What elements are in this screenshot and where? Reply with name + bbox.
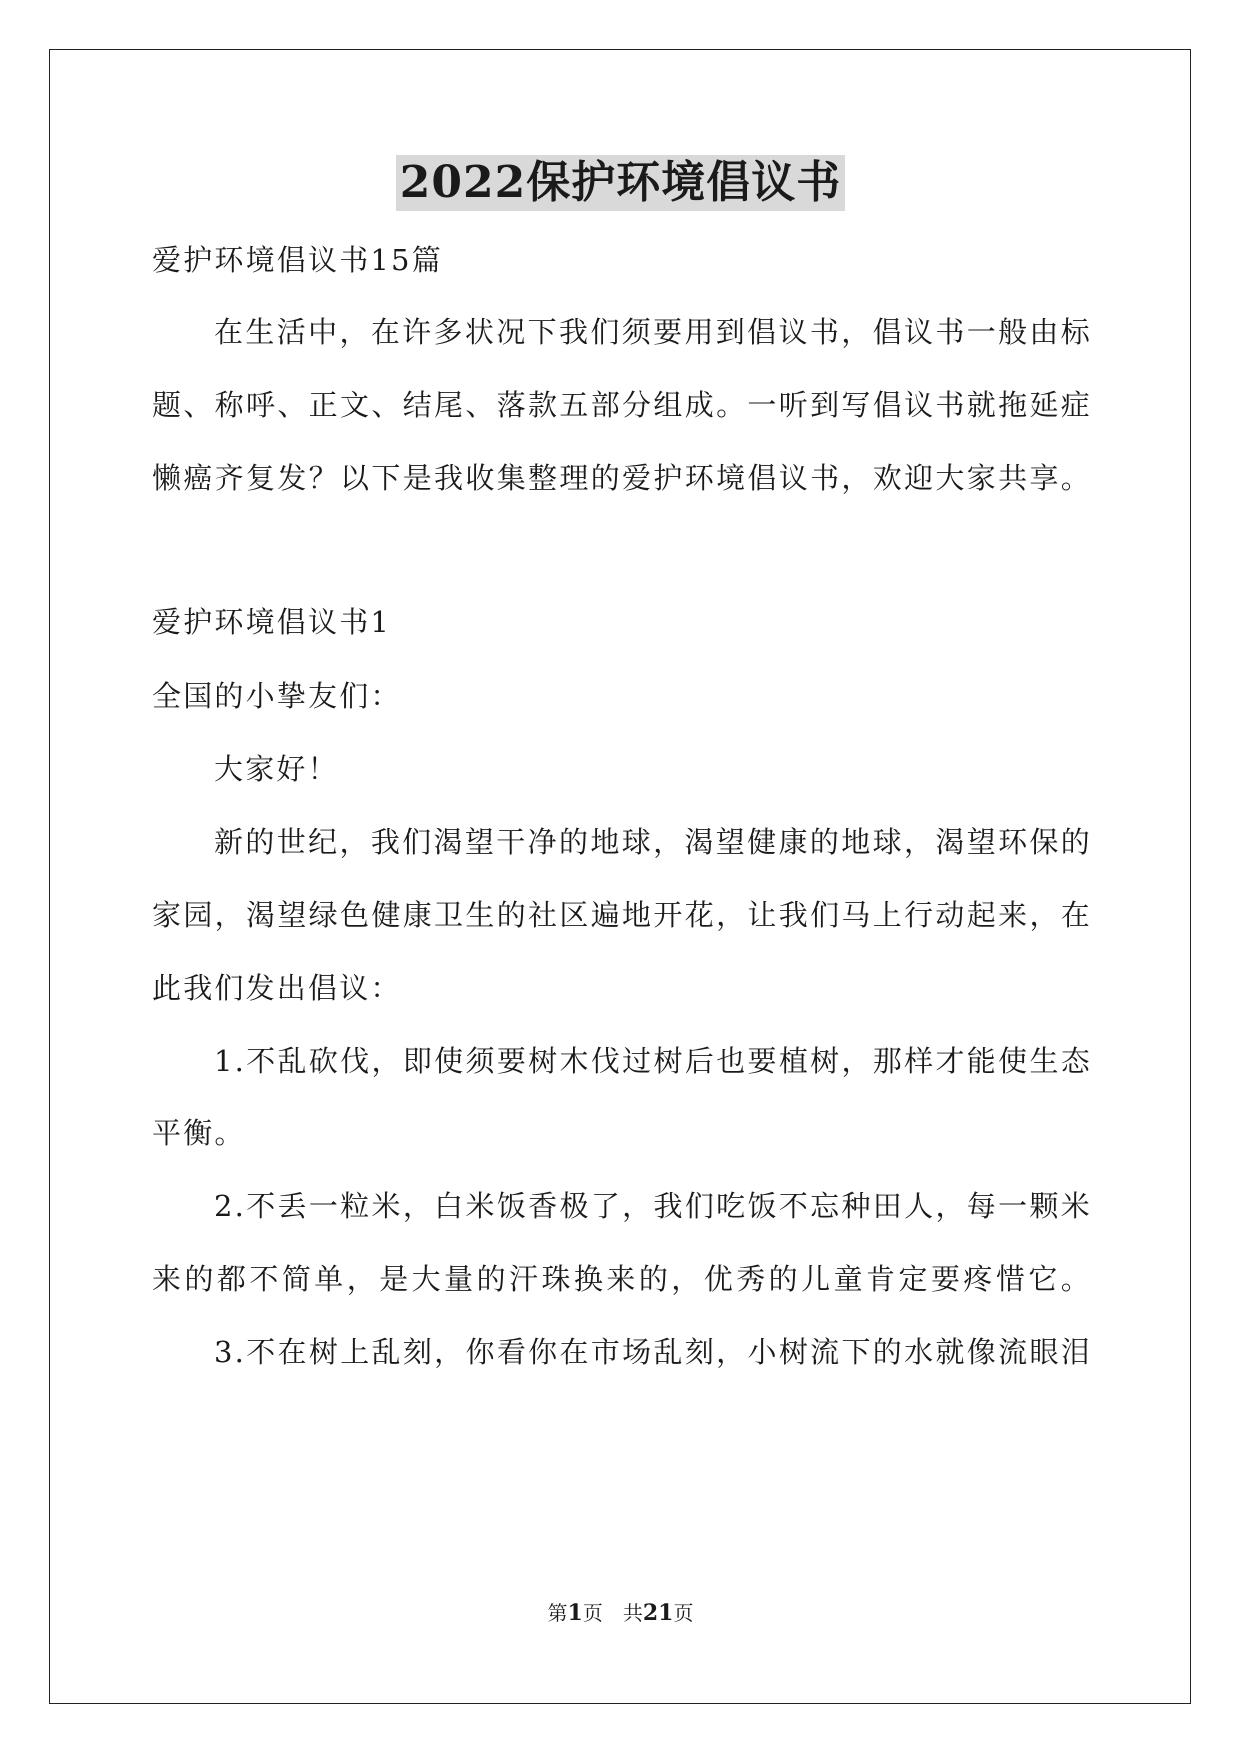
list-item-line: 平衡。 xyxy=(152,1116,246,1150)
paragraph-line: 题、称呼、正文、结尾、落款五部分组成。一听到写倡议书就拖延症 xyxy=(152,388,1092,422)
paragraph-line: 新的世纪，我们渴望干净的地球，渴望健康的地球，渴望环保的 xyxy=(214,825,1092,859)
list-item-line: 1.不乱砍伐，即使须要树木伐过树后也要植树，那样才能使生态 xyxy=(214,1044,1092,1078)
subtitle-line: 爱护环境倡议书15篇 xyxy=(152,243,443,277)
page-total: 21 xyxy=(642,1600,674,1626)
list-item-line: 3.不在树上乱刻，你看你在市场乱刻，小树流下的水就像流眼泪 xyxy=(214,1335,1092,1369)
list-item-line: 来的都不简单，是大量的汗珠换来的，优秀的儿童肯定要疼惜它。 xyxy=(152,1262,1092,1296)
paragraph-line: 懒癌齐复发？以下是我收集整理的爱护环境倡议书，欢迎大家共享。 xyxy=(152,461,1092,495)
paragraph-line: 在生活中，在许多状况下我们须要用到倡议书，倡议书一般由标 xyxy=(214,315,1092,349)
document-title: 2022保护环境倡议书 xyxy=(396,155,845,211)
page-suffix: 页 xyxy=(673,1601,694,1625)
salutation-line: 全国的小挚友们： xyxy=(152,679,402,713)
list-item-line: 2.不丢一粒米，白米饭香极了，我们吃饭不忘种田人，每一颗米 xyxy=(214,1189,1092,1223)
title-container xyxy=(0,155,1241,211)
greeting-line: 大家好！ xyxy=(214,752,339,786)
paragraph-line: 此我们发出倡议： xyxy=(152,971,402,1005)
paragraph-line: 家园，渴望绿色健康卫生的社区遍地开花，让我们马上行动起来，在 xyxy=(152,898,1092,932)
page-prefix: 第 xyxy=(547,1601,568,1625)
page-mid: 页 共 xyxy=(582,1601,643,1625)
page-current: 1 xyxy=(567,1600,583,1626)
page-footer xyxy=(0,1600,1241,1626)
page-border xyxy=(49,49,1191,1704)
section-heading: 爱护环境倡议书1 xyxy=(152,605,392,639)
